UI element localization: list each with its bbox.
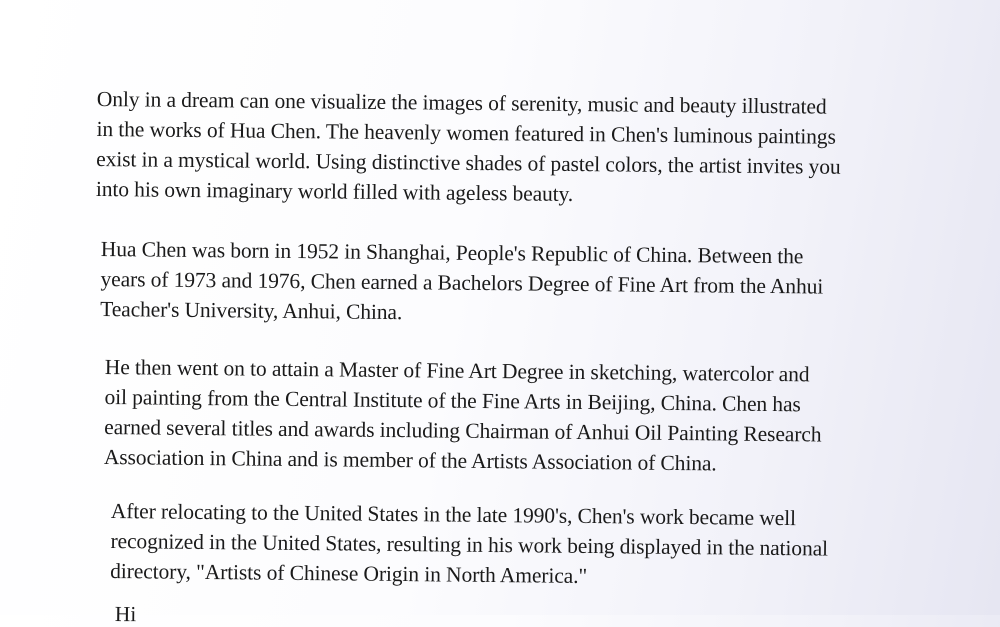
text-line: Teacher's University, Anhui, China. (100, 296, 403, 325)
text-line: recognized in the United States, resulting in his work being displayed in the national (110, 528, 829, 561)
text-line: After relocating to the United States in the late 1990's, Chen's work became well (110, 498, 797, 531)
text-line: He then went on to attain a Master of Fine Art Degree in sketching, watercolor and (104, 354, 810, 387)
text-line: into his own imaginary world filled with ageless beauty. (95, 176, 574, 206)
text-line: years of 1973 and 1976, Chen earned a Bachelors Degree of Fine Art from the Anhui (100, 266, 824, 299)
text-line: Association in China and is member of the Artists Association of China. (103, 444, 717, 476)
text-line: Hi (114, 601, 137, 627)
text-line: exist in a mystical world. Using distinctive shades of pastel colors, the artist invites you (96, 146, 841, 179)
text-line: oil painting from the Central Institute of the Fine Arts in Beijing, China. Chen has (104, 384, 801, 417)
text-line: earned several titles and awards including Chairman of Anhui Oil Painting Research (104, 414, 822, 447)
text-line: Only in a dream can one visualize the images of serenity, music and beauty illustrated (96, 86, 827, 119)
text-line: in the works of Hua Chen. The heavenly women featured in Chen's luminous paintings (96, 116, 836, 149)
text-line: directory, "Artists of Chinese Origin in North America." (110, 558, 588, 588)
text-line: Hua Chen was born in 1952 in Shanghai, People's Republic of China. Between the (100, 236, 804, 269)
